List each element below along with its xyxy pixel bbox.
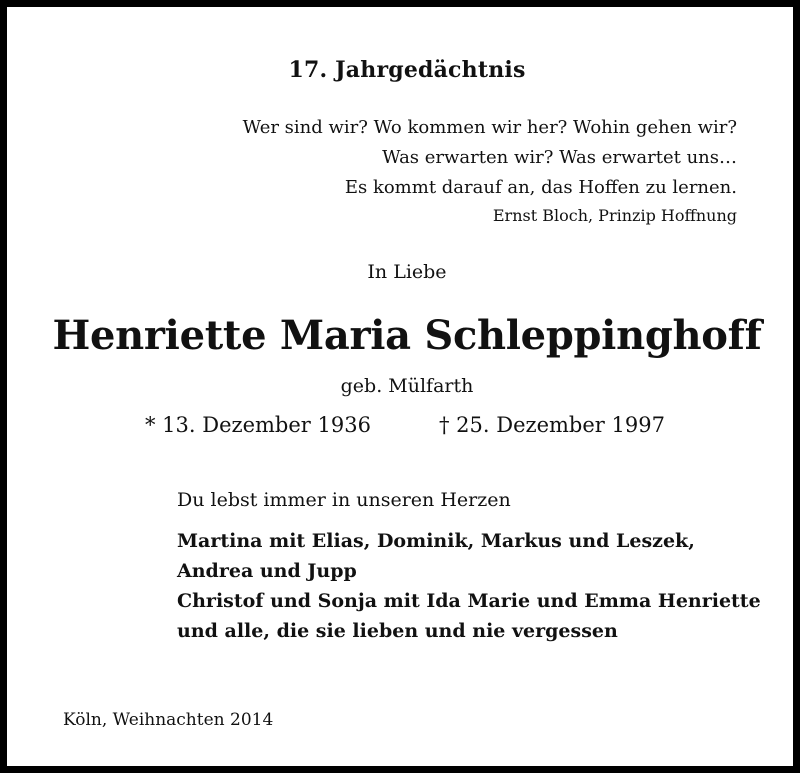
family-line: und alle, die sie lieben und nie vergessen (177, 620, 618, 642)
quote-block (243, 113, 737, 203)
remembrance-line: Du lebst immer in unseren Herzen (177, 489, 511, 511)
anniversary-heading: 17. Jahrgedächtnis (288, 57, 526, 83)
quote-line: Was erwarten wir? Was erwartet uns… (382, 147, 737, 168)
place-date: Köln, Weihnachten 2014 (63, 710, 274, 730)
death-date: † 25. Dezember 1997 (439, 413, 665, 437)
quote-line: Wer sind wir? Wo kommen wir her? Wohin gehen wir? (242, 117, 737, 138)
in-love-text: In Liebe (367, 261, 447, 283)
birth-date: * 13. Dezember 1936 (145, 413, 371, 437)
family-line: Andrea und Jupp (177, 560, 357, 582)
deceased-name: Henriette Maria Schleppinghoff (52, 312, 762, 359)
family-signatures (177, 526, 761, 646)
family-line: Christof und Sonja mit Ida Marie und Emma Henriette (177, 590, 761, 612)
family-line: Martina mit Elias, Dominik, Markus und Leszek, (177, 530, 695, 552)
maiden-name: geb. Mülfarth (340, 375, 474, 397)
quote-source: Ernst Bloch, Prinzip Hoffnung (492, 206, 737, 225)
quote-line: Es kommt darauf an, das Hoffen zu lernen. (344, 177, 737, 198)
